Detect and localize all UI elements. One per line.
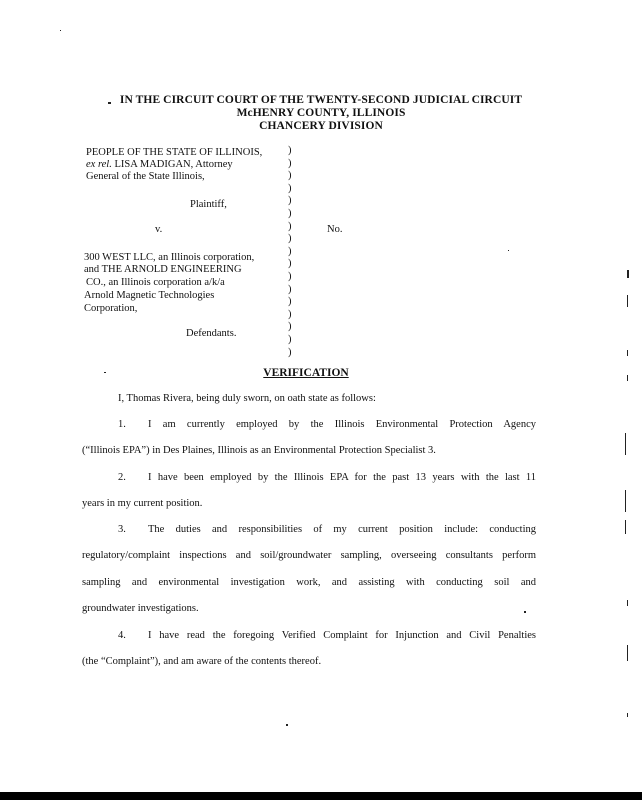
plaintiff-line: ex rel. LISA MADIGAN, Attorney [86,159,233,170]
plaintiff-line: General of the State Illinois, [86,171,205,182]
scan-speck [627,350,628,356]
scan-speck [627,375,628,381]
scan-speck [104,372,106,373]
paragraph-number: 4. [118,630,126,641]
plaintiff-label: Plaintiff, [190,199,227,210]
scan-speck [60,30,61,31]
paragraph-line: (“Illinois EPA”) in Des Plaines, Illinois as an Environmental Protection Specialist 3. [82,445,436,456]
scan-speck [627,270,629,278]
scan-speck [627,295,628,307]
court-heading-line3: CHANCERY DIVISION [259,120,383,132]
scan-speck [625,433,626,455]
defendant-line: 300 WEST LLC, an Illinois corporation, [84,252,255,263]
defendant-line: Corporation, [84,303,138,314]
paragraph-line: years in my current position. [82,498,203,509]
paragraph-line: I have been employed by the Illinois EPA for the past 13 years with the last 11 [148,472,536,483]
paragraph-number: 3. [118,524,126,535]
defendant-line: Arnold Magnetic Technologies [84,290,215,301]
paragraph-line: groundwater investigations. [82,603,199,614]
scan-speck [286,724,288,726]
case-number-label: No. [327,224,343,235]
paragraph-line: I have read the foregoing Verified Complaint for Injunction and Civil Penalties [148,630,536,641]
paragraph-line: regulatory/complaint inspections and soil/groundwater sampling, overseeing consultants perform [82,550,536,561]
verification-title: VERIFICATION [263,367,349,379]
court-heading-line2: McHENRY COUNTY, ILLINOIS [236,107,406,119]
plaintiff-line: PEOPLE OF THE STATE OF ILLINOIS, [86,147,263,158]
paragraph-line: sampling and environmental investigation work, and assisting with conducting soil and [82,577,536,588]
scan-bottom-edge [0,792,642,800]
scan-speck [627,645,628,661]
scan-speck [108,102,111,104]
paragraph-number: 1. [118,419,126,430]
scan-speck [524,611,526,613]
caption-brace-column: ) ) ) ) ) ) ) ) ) ) ) ) ) ) ) ) ) [288,145,292,358]
court-heading-line1: IN THE CIRCUIT COURT OF THE TWENTY-SECOND JUDICIAL CIRCUIT [119,94,523,106]
paragraph-line: (the “Complaint”), and am aware of the contents thereof. [82,656,322,667]
scan-speck [627,713,628,717]
defendant-line: CO., an Illinois corporation a/k/a [86,277,225,288]
paragraph-line: The duties and responsibilities of my current position include: conducting [148,524,536,535]
paragraph-line: I am currently employed by the Illinois Environmental Protection Agency [148,419,536,430]
scan-speck [625,520,626,534]
defendants-label: Defendants. [186,328,237,339]
verification-intro: I, Thomas Rivera, being duly sworn, on oath state as follows: [118,393,376,404]
paragraph-number: 2. [118,472,126,483]
scan-speck [508,250,509,251]
defendant-line: and THE ARNOLD ENGINEERING [84,264,242,275]
versus-label: v. [155,224,163,235]
scan-speck [627,600,628,606]
scan-speck [625,490,626,512]
plaintiff-line-rest: LISA MADIGAN, Attorney [111,159,233,170]
